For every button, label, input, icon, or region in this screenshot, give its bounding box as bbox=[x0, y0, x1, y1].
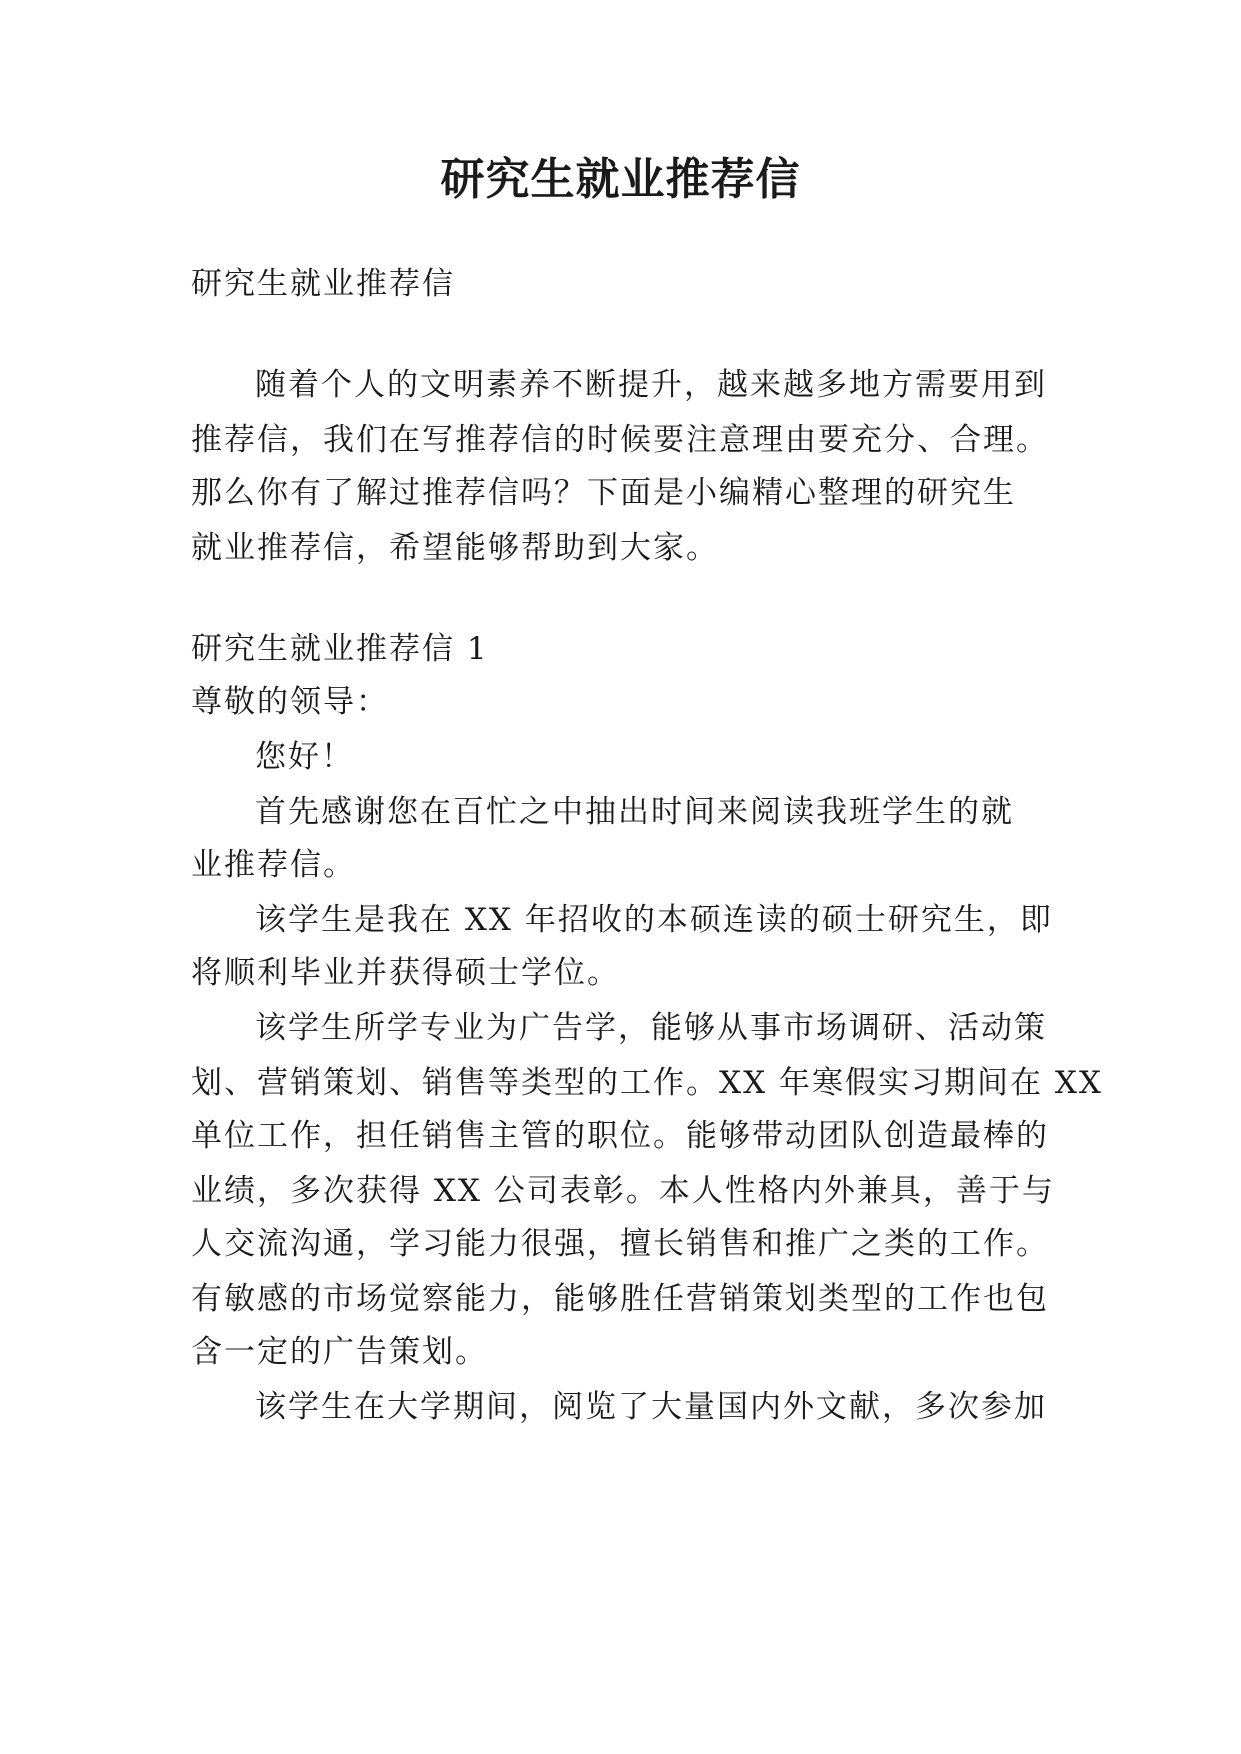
body-line: 该学生在大学期间，阅览了大量国内外文献，多次参加 bbox=[255, 1389, 1047, 1425]
document-subtitle: 研究生就业推荐信 bbox=[191, 266, 455, 302]
body-line: 单位工作，担任销售主管的职位。能够带动团队创造最棒的 bbox=[191, 1118, 1049, 1154]
body-line: 含一定的广告策划。 bbox=[191, 1334, 488, 1370]
document-title: 研究生就业推荐信 bbox=[440, 154, 801, 205]
body-line: 该学生所学专业为广告学，能够从事市场调研、活动策 bbox=[255, 1010, 1047, 1046]
body-line: 人交流沟通，学习能力很强，擅长销售和推广之类的工作。 bbox=[191, 1226, 1049, 1262]
letter-heading: 研究生就业推荐信 1 bbox=[191, 631, 489, 667]
body-line: 业绩，多次获得 XX 公司表彰。本人性格内外兼具，善于与 bbox=[191, 1173, 1055, 1209]
salutation: 尊敬的领导： bbox=[191, 684, 389, 720]
body-line: 业推荐信。 bbox=[191, 847, 356, 883]
intro-line-3: 那么你有了解过推荐信吗？下面是小编精心整理的研究生 bbox=[191, 475, 1016, 511]
body-line: 划、营销策划、销售等类型的工作。XX 年寒假实习期间在 XX bbox=[191, 1065, 1103, 1101]
body-line: 有敏感的市场觉察能力，能够胜任营销策划类型的工作也包 bbox=[191, 1281, 1049, 1317]
intro-line-1: 随着个人的文明素养不断提升，越来越多地方需要用到 bbox=[255, 367, 1047, 403]
body-line: 首先感谢您在百忙之中抽出时间来阅读我班学生的就 bbox=[255, 794, 1014, 830]
body-line: 该学生是我在 XX 年招收的本硕连读的硕士研究生，即 bbox=[255, 902, 1053, 938]
intro-line-2: 推荐信，我们在写推荐信的时候要注意理由要充分、合理。 bbox=[191, 422, 1049, 458]
body-line: 将顺利毕业并获得硕士学位。 bbox=[191, 955, 620, 991]
intro-line-4: 就业推荐信，希望能够帮助到大家。 bbox=[191, 530, 719, 566]
greeting: 您好！ bbox=[255, 739, 354, 775]
